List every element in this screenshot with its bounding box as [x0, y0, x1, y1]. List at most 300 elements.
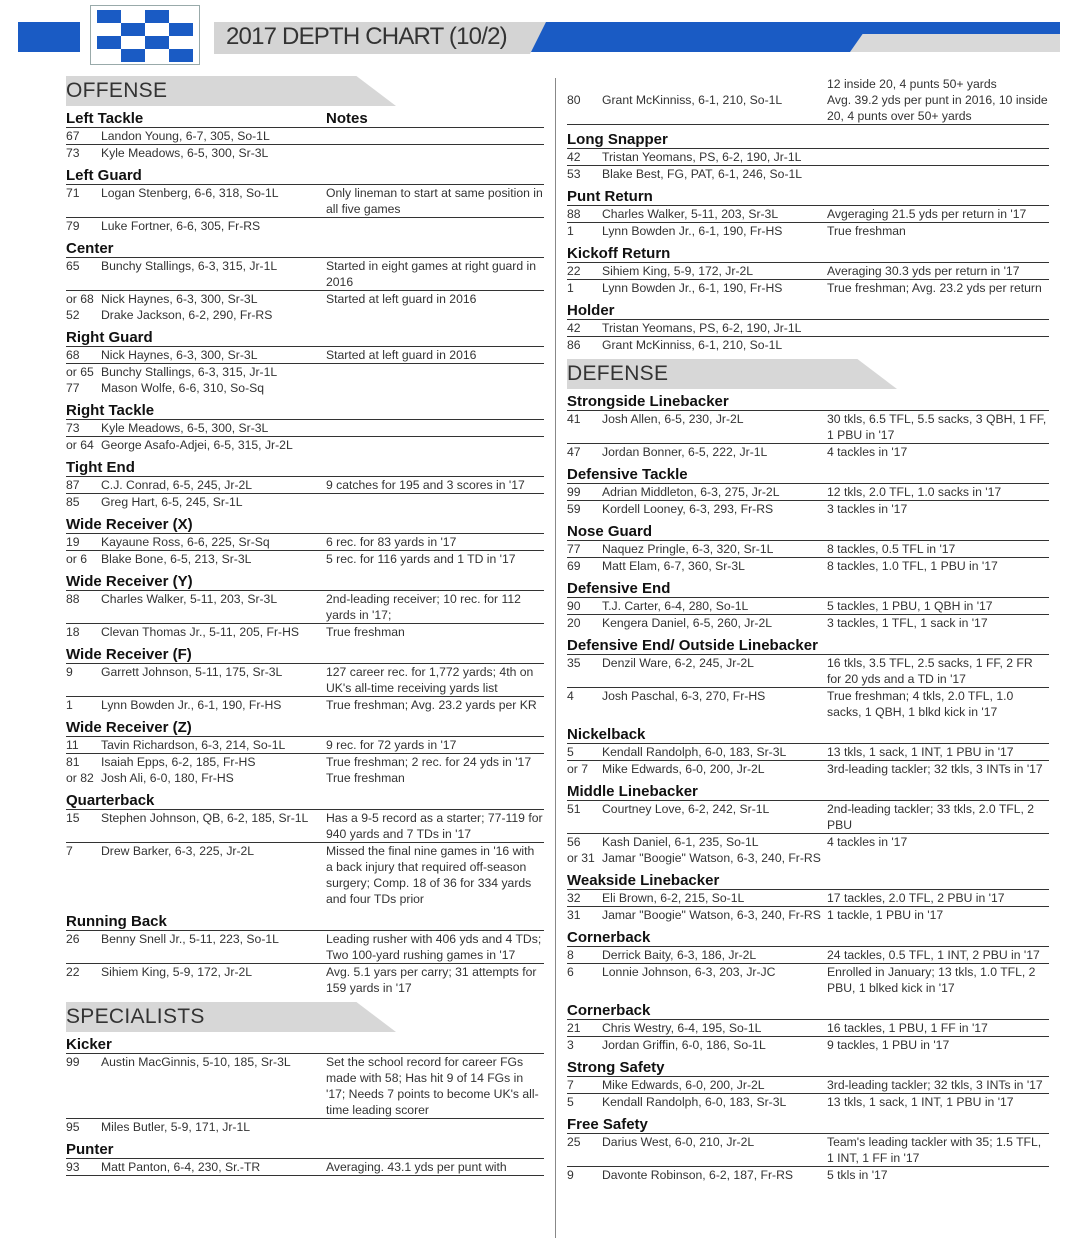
jersey-number: 99 [567, 485, 581, 499]
jersey-number: 53 [567, 167, 581, 181]
player-info: Sihiem King, 5-9, 172, Jr-2L [101, 965, 253, 979]
position-group [567, 872, 1049, 923]
position-header [66, 719, 544, 737]
jersey-number: 32 [567, 891, 581, 905]
jersey-number: 3 [567, 1038, 574, 1052]
player-note: 3 tackles in '17 [827, 502, 908, 516]
player-row [66, 1054, 544, 1119]
title-tab [214, 22, 530, 54]
player-row [66, 145, 544, 161]
player-row [567, 761, 1049, 777]
player-note [326, 218, 544, 234]
jersey-number: or 82 [66, 771, 94, 785]
player-row [567, 411, 1049, 444]
player-row [567, 688, 1049, 720]
jersey-number: 20 [567, 616, 581, 630]
position-group [567, 131, 1049, 182]
player-row [567, 92, 1049, 125]
player-note: True freshman [827, 224, 906, 238]
player-info: Lynn Bowden Jr., 6-1, 190, Fr-HS [602, 224, 783, 238]
jersey-number: 68 [66, 348, 80, 362]
player-info: Lonnie Johnson, 6-3, 203, Jr-JC [602, 965, 776, 979]
position-title: Right Guard [66, 329, 153, 346]
jersey-number: 5 [567, 1095, 574, 1109]
jersey-number: 19 [66, 535, 80, 549]
position-group [567, 1116, 1049, 1183]
position-group [567, 726, 1049, 777]
column-divider [555, 78, 556, 1238]
player-info: Lynn Bowden Jr., 6-1, 190, Fr-HS [602, 281, 783, 295]
player-info: Kash Daniel, 6-1, 235, So-1L [602, 835, 759, 849]
player-note: 5 rec. for 116 yards and 1 TD in '17 [326, 552, 516, 566]
jersey-number: 1 [567, 224, 574, 238]
position-group [66, 646, 544, 713]
player-info: Landon Young, 6-7, 305, So-1L [101, 129, 270, 143]
jersey-number: or 6 [66, 552, 88, 566]
jersey-number: 9 [66, 665, 73, 679]
jersey-number: 47 [567, 445, 581, 459]
player-info: Blake Best, FG, PAT, 6-1, 246, So-1L [602, 167, 803, 181]
player-info: Darius West, 6-0, 210, Jr-2L [602, 1135, 755, 1149]
player-info: George Asafo-Adjei, 6-5, 315, Jr-2L [101, 438, 293, 452]
position-title: Strong Safety [567, 1059, 665, 1076]
player-note [827, 320, 1049, 336]
position-title: Left Tackle [66, 110, 144, 127]
player-info: Lynn Bowden Jr., 6-1, 190, Fr-HS [101, 698, 282, 712]
position-header [66, 402, 544, 420]
jersey-number: 93 [66, 1160, 80, 1174]
player-row [567, 541, 1049, 558]
position-title: Cornerback [567, 929, 651, 946]
position-group [66, 1036, 544, 1135]
position-title: Long Snapper [567, 131, 668, 148]
player-note: Enrolled in January; 13 tkls, 1.0 TFL, 2 PBU, 1 blked kick in '17 [827, 965, 1036, 995]
jersey-number: 1 [567, 281, 574, 295]
position-group [567, 1059, 1049, 1110]
position-group [567, 393, 1049, 460]
jersey-number: 73 [66, 421, 80, 435]
player-info: Josh Paschal, 6-3, 270, Fr-HS [602, 689, 766, 703]
position-title: Kickoff Return [567, 245, 671, 262]
player-note [326, 1119, 544, 1135]
jersey-number: 80 [567, 93, 581, 107]
player-info: Stephen Johnson, QB, 6-2, 185, Sr-1L [101, 811, 309, 825]
player-row [66, 380, 544, 396]
position-header [66, 913, 544, 931]
jersey-number: 88 [567, 207, 581, 221]
position-title: Wide Receiver (X) [66, 516, 193, 533]
jersey-number: 31 [567, 908, 581, 922]
position-group [567, 783, 1049, 866]
jersey-number: 95 [66, 1120, 80, 1134]
player-info: Tristan Yeomans, PS, 6-2, 190, Jr-1L [602, 150, 802, 164]
left-column [66, 76, 544, 1182]
player-note: 8 tackles, 1.0 TFL, 1 PBU in '17 [827, 559, 998, 573]
position-title: Defensive End [567, 580, 671, 597]
player-info: Grant McKinniss, 6-1, 210, So-1L [602, 338, 783, 352]
player-note: 13 tkls, 1 sack, 1 INT, 1 PBU in '17 [827, 1095, 1014, 1109]
position-title: Holder [567, 302, 615, 319]
player-note: Averaging 30.3 yds per return in '17 [827, 264, 1020, 278]
position-title: Weakside Linebacker [567, 872, 720, 889]
player-row [66, 534, 544, 551]
header-band-accent [850, 34, 1060, 52]
player-row [66, 420, 544, 437]
player-note [827, 850, 1049, 866]
player-note [827, 166, 1049, 182]
player-note: True freshman [326, 771, 405, 785]
position-header [567, 188, 1049, 206]
position-title: Tight End [66, 459, 135, 476]
player-info: Mike Edwards, 6-0, 200, Jr-2L [602, 762, 765, 776]
jersey-number: 99 [66, 1055, 80, 1069]
player-note: 5 tkls in '17 [827, 1168, 888, 1182]
player-info: T.J. Carter, 6-4, 280, So-1L [602, 599, 749, 613]
player-note: 9 catches for 195 and 3 scores in '17 [326, 478, 525, 492]
position-group [567, 637, 1049, 720]
player-row [567, 223, 1049, 239]
player-note: 24 tackles, 0.5 TFL, 1 INT, 2 PBU in '17 [827, 948, 1040, 962]
player-info: Austin MacGinnis, 5-10, 185, Sr-3L [101, 1055, 291, 1069]
player-row [66, 258, 544, 291]
position-group [66, 110, 544, 161]
jersey-number: 22 [66, 965, 80, 979]
jersey-number: 25 [567, 1135, 581, 1149]
position-title: Wide Receiver (F) [66, 646, 192, 663]
position-header [66, 1141, 544, 1159]
player-info: Drake Jackson, 6-2, 290, Fr-RS [101, 308, 273, 322]
jersey-number: 1 [66, 698, 73, 712]
player-row [66, 754, 544, 770]
jersey-number: 87 [66, 478, 80, 492]
section-band-title: SPECIALISTS [66, 1005, 205, 1028]
player-info: Nick Haynes, 6-3, 300, Sr-3L [101, 348, 258, 362]
player-row [567, 964, 1049, 996]
player-note: 5 tackles, 1 PBU, 1 QBH in '17 [827, 599, 993, 613]
position-title: Defensive End/ Outside Linebacker [567, 637, 818, 654]
position-group [567, 580, 1049, 631]
player-row [66, 624, 544, 640]
jersey-number: 8 [567, 948, 574, 962]
player-row [567, 166, 1049, 182]
jersey-number: 77 [66, 381, 80, 395]
player-info: Kendall Randolph, 6-0, 183, Sr-3L [602, 1095, 787, 1109]
player-note: 6 rec. for 83 yards in '17 [326, 535, 457, 549]
section-band-title: DEFENSE [567, 362, 669, 385]
jersey-number: 5 [567, 745, 574, 759]
position-group [567, 1002, 1049, 1053]
player-note: 17 tackles, 2.0 TFL, 2 PBU in '17 [827, 891, 1005, 905]
player-row [567, 890, 1049, 907]
player-info: Jordan Griffin, 6-0, 186, So-1L [602, 1038, 766, 1052]
player-row [567, 850, 1049, 866]
player-info: Denzil Ware, 6-2, 245, Jr-2L [602, 656, 754, 670]
position-title: Free Safety [567, 1116, 648, 1133]
player-note: 9 rec. for 72 yards in '17 [326, 738, 457, 752]
position-title: Defensive Tackle [567, 466, 688, 483]
player-info: Derrick Baity, 6-3, 186, Jr-2L [602, 948, 757, 962]
player-info: Charles Walker, 5-11, 203, Sr-3L [101, 592, 278, 606]
position-title: Right Tackle [66, 402, 155, 419]
player-row [567, 206, 1049, 223]
player-row [66, 128, 544, 145]
checkered-flag-icon [97, 10, 193, 62]
position-group [66, 459, 544, 510]
player-note: Leading rusher with 406 yds and 4 TDs; Two 100-yard rushing games in '17 [326, 932, 542, 962]
position-group [567, 188, 1049, 239]
player-row [66, 770, 544, 786]
player-info: Isaiah Epps, 6-2, 185, Fr-HS [101, 755, 256, 769]
section-band [66, 1002, 544, 1032]
position-header [567, 393, 1049, 411]
player-note: Averaging. 43.1 yds per punt with [326, 1160, 507, 1174]
player-note [326, 420, 544, 436]
position-header [66, 459, 544, 477]
player-row [567, 320, 1049, 337]
jersey-number: 65 [66, 259, 80, 273]
player-info: Mike Edwards, 6-0, 200, Jr-2L [602, 1078, 765, 1092]
player-info: Benny Snell Jr., 5-11, 223, So-1L [101, 932, 279, 946]
position-header [66, 516, 544, 534]
player-info: Kengera Daniel, 6-5, 260, Jr-2L [602, 616, 773, 630]
player-info: Kyle Meadows, 6-5, 300, Sr-3L [101, 421, 269, 435]
position-group [567, 302, 1049, 353]
page-title: 2017 DEPTH CHART (10/2) [226, 23, 507, 50]
jersey-number: 15 [66, 811, 80, 825]
jersey-number: 71 [66, 186, 80, 200]
player-note [326, 128, 544, 144]
jersey-number: 59 [567, 502, 581, 516]
position-header [567, 929, 1049, 947]
player-note: Only lineman to start at same position in all five games [326, 186, 543, 216]
position-title: Wide Receiver (Z) [66, 719, 192, 736]
position-title: Nickelback [567, 726, 646, 743]
player-note: Started in eight games at right guard in 2016 [326, 259, 537, 289]
player-row [567, 655, 1049, 688]
position-title: Kicker [66, 1036, 112, 1053]
position-header [66, 329, 544, 347]
position-group [567, 92, 1049, 125]
player-info: Chris Westry, 6-4, 195, So-1L [602, 1021, 762, 1035]
player-note: 12 tkls, 2.0 TFL, 1.0 sacks in '17 [827, 485, 1002, 499]
position-group [567, 929, 1049, 996]
player-info: Luke Fortner, 6-6, 305, Fr-RS [101, 219, 261, 233]
notes-header: Notes [326, 110, 368, 127]
position-group [66, 573, 544, 640]
player-note: 2nd-leading tackler; 33 tkls, 2.0 TFL, 2 PBU [827, 802, 1035, 832]
player-note: True freshman; 2 rec. for 24 yds in '17 [326, 755, 532, 769]
jersey-number: 21 [567, 1021, 581, 1035]
player-info: Josh Allen, 6-5, 230, Jr-2L [602, 412, 744, 426]
player-row [66, 810, 544, 843]
player-note: 16 tackles, 1 PBU, 1 FF in '17 [827, 1021, 988, 1035]
position-group [567, 466, 1049, 517]
jersey-number: 77 [567, 542, 581, 556]
position-group [66, 402, 544, 453]
player-row [66, 307, 544, 323]
position-header [567, 637, 1049, 655]
jersey-number: 86 [567, 338, 581, 352]
position-group [66, 913, 544, 996]
player-note: 4 tackles in '17 [827, 445, 908, 459]
player-info: Kendall Randolph, 6-0, 183, Sr-3L [602, 745, 787, 759]
position-group [66, 1141, 544, 1176]
jersey-number: 4 [567, 689, 574, 703]
position-title: Strongside Linebacker [567, 393, 729, 410]
player-note: 2nd-leading receiver; 10 rec. for 112 yards in '17; [326, 592, 521, 622]
jersey-number: 11 [66, 738, 79, 752]
player-row [66, 664, 544, 697]
player-info: Jamar "Boogie" Watson, 6-3, 240, Fr-RS [602, 851, 821, 865]
player-info: Courtney Love, 6-2, 242, Sr-1L [602, 802, 770, 816]
player-row [567, 744, 1049, 761]
player-note: 127 career rec. for 1,772 yards; 4th on UK's all-time receiving yards list [326, 665, 534, 695]
jersey-number: 52 [66, 308, 80, 322]
player-note: True freshman [326, 625, 405, 639]
position-header [567, 1002, 1049, 1020]
player-info: Adrian Middleton, 6-3, 275, Jr-2L [602, 485, 780, 499]
position-title: Wide Receiver (Y) [66, 573, 193, 590]
position-header [567, 1116, 1049, 1134]
player-note: 13 tkls, 1 sack, 1 INT, 1 PBU in '17 [827, 745, 1014, 759]
carryover-note: 12 inside 20, 4 punts 50+ yards [827, 77, 997, 91]
player-row [567, 947, 1049, 964]
position-group [66, 792, 544, 907]
player-row [66, 347, 544, 364]
position-header [66, 792, 544, 810]
jersey-number: 79 [66, 219, 80, 233]
position-title: Nose Guard [567, 523, 653, 540]
player-row [567, 149, 1049, 166]
jersey-number: 42 [567, 150, 581, 164]
player-row [567, 484, 1049, 501]
player-row [66, 931, 544, 964]
jersey-number: 85 [66, 495, 80, 509]
player-info: Matt Elam, 6-7, 360, Sr-3L [602, 559, 745, 573]
player-row [567, 263, 1049, 280]
player-row [66, 437, 544, 453]
player-row [66, 1159, 544, 1176]
jersey-number: 41 [567, 412, 581, 426]
position-header [567, 466, 1049, 484]
player-row [567, 280, 1049, 296]
player-row [567, 337, 1049, 353]
position-header [66, 110, 544, 128]
section-band [567, 359, 1049, 389]
player-info: Tristan Yeomans, PS, 6-2, 190, Jr-1L [602, 321, 802, 335]
title-tab-corner [530, 22, 546, 54]
header-band-left [18, 22, 80, 52]
player-row [567, 1094, 1049, 1110]
position-header [66, 240, 544, 258]
player-note: Set the school record for career FGs made with 58; Has hit 9 of 14 FGs in '17; Needs 7 points to become UK's all-time leading scorer [326, 1055, 539, 1117]
player-info: Jordan Bonner, 6-5, 222, Jr-1L [602, 445, 768, 459]
position-title: Punt Return [567, 188, 653, 205]
jersey-number: 26 [66, 932, 80, 946]
jersey-number: 9 [567, 1168, 574, 1182]
player-note: Has a 9-5 record as a starter; 77-119 for 940 yards and 7 TDs in '17 [326, 811, 543, 841]
position-header [567, 783, 1049, 801]
position-header [66, 646, 544, 664]
jersey-number: 81 [66, 755, 80, 769]
player-note: 8 tackles, 0.5 TFL in '17 [827, 542, 956, 556]
jersey-number: 6 [567, 965, 574, 979]
position-header [66, 1036, 544, 1054]
player-row [66, 591, 544, 624]
player-info: Drew Barker, 6-3, 225, Jr-2L [101, 844, 255, 858]
player-row [66, 185, 544, 218]
position-header [567, 872, 1049, 890]
position-header [567, 523, 1049, 541]
player-info: Bunchy Stallings, 6-3, 315, Jr-1L [101, 259, 278, 273]
player-note: 1 tackle, 1 PBU in '17 [827, 908, 944, 922]
player-row [66, 494, 544, 510]
player-note: Missed the final nine games in '16 with a back injury that required off-season surgery; Comp. 18 of 36 for 334 yards and four TDs prior [326, 844, 535, 906]
player-note [326, 380, 544, 396]
jersey-number: or 64 [66, 438, 94, 452]
player-info: Tavin Richardson, 6-3, 214, So-1L [101, 738, 286, 752]
position-group [567, 245, 1049, 296]
player-row [567, 1037, 1049, 1053]
position-header [567, 726, 1049, 744]
player-note: Avg. 5.1 yars per carry; 31 attempts for 159 yards in '17 [326, 965, 537, 995]
player-note [326, 145, 544, 161]
player-info: Blake Bone, 6-5, 213, Sr-3L [101, 552, 252, 566]
player-row [567, 1134, 1049, 1167]
player-info: Charles Walker, 5-11, 203, Sr-3L [602, 207, 779, 221]
player-row [567, 834, 1049, 850]
jersey-number: 7 [66, 844, 73, 858]
position-title: Center [66, 240, 114, 257]
player-note [326, 494, 544, 510]
player-info: Mason Wolfe, 6-6, 310, So-Sq [101, 381, 265, 395]
player-row [567, 1020, 1049, 1037]
player-info: Matt Panton, 6-4, 230, Sr.-TR [101, 1160, 261, 1174]
position-group [66, 329, 544, 396]
player-row [66, 964, 544, 996]
player-info: Davonte Robinson, 6-2, 187, Fr-RS [602, 1168, 794, 1182]
player-info: Sihiem King, 5-9, 172, Jr-2L [602, 264, 754, 278]
jersey-number: 56 [567, 835, 581, 849]
position-title: Cornerback [567, 1002, 651, 1019]
player-row [66, 1119, 544, 1135]
position-title: Middle Linebacker [567, 783, 698, 800]
jersey-number: 35 [567, 656, 581, 670]
jersey-number: or 68 [66, 292, 94, 306]
right-column [567, 76, 1049, 1189]
player-row [567, 598, 1049, 615]
checkered-flag-logo [90, 5, 200, 65]
player-row [66, 697, 544, 713]
player-info: Clevan Thomas Jr., 5-11, 205, Fr-HS [101, 625, 300, 639]
player-info: Josh Ali, 6-0, 180, Fr-HS [101, 771, 234, 785]
player-note: True freshman; 4 tkls, 2.0 TFL, 1.0 sacks, 1 QBH, 1 blkd kick in '17 [827, 689, 1014, 719]
player-row [66, 551, 544, 567]
player-info: Grant McKinniss, 6-1, 210, So-1L [602, 93, 783, 107]
player-info: Bunchy Stallings, 6-3, 315, Jr-1L [101, 365, 278, 379]
player-note: 4 tackles in '17 [827, 835, 908, 849]
position-header [567, 131, 1049, 149]
jersey-number: 51 [567, 802, 581, 816]
player-info: Eli Brown, 6-2, 215, So-1L [602, 891, 745, 905]
player-note: Started at left guard in 2016 [326, 348, 477, 362]
position-title: Running Back [66, 913, 167, 930]
position-title: Punter [66, 1141, 114, 1158]
position-group [567, 523, 1049, 574]
player-info: Kayaune Ross, 6-6, 225, Sr-Sq [101, 535, 270, 549]
player-note [827, 149, 1049, 165]
player-note: Avg. 39.2 yds per punt in 2016, 10 inside 20, 4 punts over 50+ yards [827, 93, 1048, 123]
